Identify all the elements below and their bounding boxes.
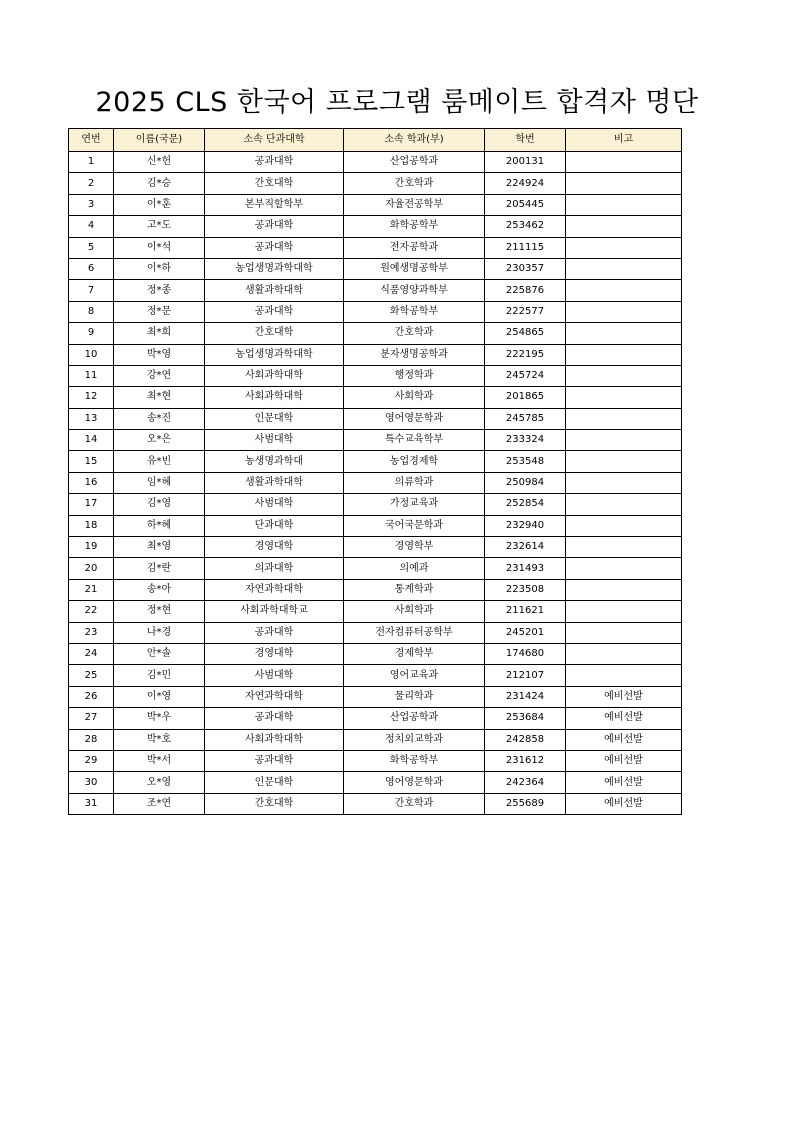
cell-note xyxy=(566,515,682,536)
cell-note xyxy=(566,579,682,600)
cell-college: 사회과학대학 xyxy=(205,729,344,750)
cell-note xyxy=(566,173,682,194)
cell-no: 11 xyxy=(69,365,114,386)
cell-note xyxy=(566,430,682,451)
cell-no: 31 xyxy=(69,793,114,814)
cell-name: 김*영 xyxy=(114,494,205,515)
cell-name: 박*호 xyxy=(114,729,205,750)
cell-name: 이*훈 xyxy=(114,194,205,215)
cell-note: 예비선발 xyxy=(566,729,682,750)
cell-dept: 의류학과 xyxy=(344,472,485,493)
cell-no: 3 xyxy=(69,194,114,215)
cell-name: 최*영 xyxy=(114,537,205,558)
roster-table xyxy=(68,128,682,815)
cell-student-id: 252854 xyxy=(485,494,566,515)
cell-dept: 산업공학과 xyxy=(344,708,485,729)
cell-dept: 산업공학과 xyxy=(344,152,485,173)
column-header-college: 소속 단과대학 xyxy=(205,129,344,152)
cell-name: 김*란 xyxy=(114,558,205,579)
cell-name: 신*헌 xyxy=(114,152,205,173)
cell-note xyxy=(566,558,682,579)
table-row xyxy=(69,515,682,536)
cell-student-id: 245785 xyxy=(485,408,566,429)
cell-college: 인문대학 xyxy=(205,772,344,793)
cell-dept: 통계학과 xyxy=(344,579,485,600)
cell-name: 이*석 xyxy=(114,237,205,258)
cell-college: 공과대학 xyxy=(205,622,344,643)
cell-name: 박*영 xyxy=(114,344,205,365)
cell-no: 1 xyxy=(69,152,114,173)
cell-student-id: 253462 xyxy=(485,216,566,237)
table-row xyxy=(69,430,682,451)
cell-no: 23 xyxy=(69,622,114,643)
cell-college: 사회과학대학교 xyxy=(205,601,344,622)
table-row xyxy=(69,194,682,215)
table-row xyxy=(69,665,682,686)
cell-name: 박*서 xyxy=(114,750,205,771)
column-header-no: 연번 xyxy=(69,129,114,152)
cell-name: 강*연 xyxy=(114,365,205,386)
cell-dept: 특수교육학부 xyxy=(344,430,485,451)
cell-note: 예비선발 xyxy=(566,793,682,814)
cell-college: 사회과학대학 xyxy=(205,387,344,408)
table-row xyxy=(69,494,682,515)
cell-no: 12 xyxy=(69,387,114,408)
table-row xyxy=(69,579,682,600)
cell-name: 송*진 xyxy=(114,408,205,429)
cell-name: 최*현 xyxy=(114,387,205,408)
cell-name: 오*은 xyxy=(114,430,205,451)
cell-student-id: 254865 xyxy=(485,323,566,344)
cell-college: 공과대학 xyxy=(205,216,344,237)
cell-no: 8 xyxy=(69,301,114,322)
cell-no: 2 xyxy=(69,173,114,194)
cell-dept: 전자공학과 xyxy=(344,237,485,258)
cell-college: 단과대학 xyxy=(205,515,344,536)
cell-college: 공과대학 xyxy=(205,301,344,322)
cell-dept: 간호학과 xyxy=(344,793,485,814)
cell-dept: 사회학과 xyxy=(344,601,485,622)
cell-student-id: 223508 xyxy=(485,579,566,600)
cell-dept: 국어국문학과 xyxy=(344,515,485,536)
cell-student-id: 205445 xyxy=(485,194,566,215)
table-row xyxy=(69,622,682,643)
cell-note xyxy=(566,280,682,301)
cell-student-id: 200131 xyxy=(485,152,566,173)
cell-dept: 정치외교학과 xyxy=(344,729,485,750)
cell-dept: 화학공학부 xyxy=(344,750,485,771)
cell-dept: 경영학부 xyxy=(344,537,485,558)
table-body xyxy=(69,152,682,815)
cell-student-id: 224924 xyxy=(485,173,566,194)
cell-student-id: 253684 xyxy=(485,708,566,729)
cell-note xyxy=(566,152,682,173)
cell-no: 30 xyxy=(69,772,114,793)
cell-student-id: 211621 xyxy=(485,601,566,622)
cell-student-id: 231424 xyxy=(485,686,566,707)
cell-student-id: 245201 xyxy=(485,622,566,643)
table-row xyxy=(69,729,682,750)
table-row xyxy=(69,643,682,664)
cell-no: 21 xyxy=(69,579,114,600)
table-row xyxy=(69,323,682,344)
cell-note xyxy=(566,622,682,643)
cell-note xyxy=(566,665,682,686)
cell-name: 유*빈 xyxy=(114,451,205,472)
table-row xyxy=(69,237,682,258)
cell-college: 사범대학 xyxy=(205,494,344,515)
cell-dept: 영어영문학과 xyxy=(344,408,485,429)
cell-college: 농업생명과학대학 xyxy=(205,258,344,279)
table-row xyxy=(69,152,682,173)
cell-no: 4 xyxy=(69,216,114,237)
table-row xyxy=(69,216,682,237)
cell-no: 18 xyxy=(69,515,114,536)
cell-college: 공과대학 xyxy=(205,237,344,258)
cell-name: 안*솔 xyxy=(114,643,205,664)
cell-college: 공과대학 xyxy=(205,708,344,729)
cell-college: 생활과학대학 xyxy=(205,472,344,493)
cell-college: 사범대학 xyxy=(205,665,344,686)
table-row xyxy=(69,686,682,707)
cell-note xyxy=(566,408,682,429)
cell-college: 농생명과학대 xyxy=(205,451,344,472)
cell-no: 27 xyxy=(69,708,114,729)
cell-dept: 물리학과 xyxy=(344,686,485,707)
table-row xyxy=(69,408,682,429)
cell-note xyxy=(566,323,682,344)
cell-dept: 영어교육과 xyxy=(344,665,485,686)
table-row xyxy=(69,793,682,814)
cell-no: 20 xyxy=(69,558,114,579)
cell-dept: 식품영양과학부 xyxy=(344,280,485,301)
cell-name: 박*우 xyxy=(114,708,205,729)
cell-no: 9 xyxy=(69,323,114,344)
cell-no: 16 xyxy=(69,472,114,493)
cell-note xyxy=(566,472,682,493)
cell-dept: 전자컴퓨터공학부 xyxy=(344,622,485,643)
cell-name: 하*혜 xyxy=(114,515,205,536)
cell-name: 정*종 xyxy=(114,280,205,301)
table-header xyxy=(69,129,682,152)
cell-note xyxy=(566,216,682,237)
cell-note: 예비선발 xyxy=(566,750,682,771)
cell-name: 김*승 xyxy=(114,173,205,194)
cell-student-id: 222577 xyxy=(485,301,566,322)
cell-name: 나*경 xyxy=(114,622,205,643)
cell-dept: 화학공학부 xyxy=(344,216,485,237)
cell-no: 17 xyxy=(69,494,114,515)
cell-college: 간호대학 xyxy=(205,323,344,344)
cell-student-id: 242858 xyxy=(485,729,566,750)
cell-no: 29 xyxy=(69,750,114,771)
table-row xyxy=(69,750,682,771)
cell-note xyxy=(566,301,682,322)
cell-student-id: 225876 xyxy=(485,280,566,301)
table-row xyxy=(69,280,682,301)
cell-college: 공과대학 xyxy=(205,152,344,173)
cell-dept: 원예생명공학부 xyxy=(344,258,485,279)
header-row xyxy=(69,129,682,152)
cell-name: 송*아 xyxy=(114,579,205,600)
cell-college: 농업생명과학대학 xyxy=(205,344,344,365)
cell-no: 25 xyxy=(69,665,114,686)
cell-college: 경영대학 xyxy=(205,537,344,558)
cell-dept: 가정교육과 xyxy=(344,494,485,515)
cell-note xyxy=(566,387,682,408)
cell-college: 간호대학 xyxy=(205,793,344,814)
cell-no: 22 xyxy=(69,601,114,622)
cell-dept: 분자생명공학과 xyxy=(344,344,485,365)
cell-name: 임*혜 xyxy=(114,472,205,493)
cell-name: 오*영 xyxy=(114,772,205,793)
table-row xyxy=(69,708,682,729)
cell-student-id: 231493 xyxy=(485,558,566,579)
cell-college: 본부직할학부 xyxy=(205,194,344,215)
cell-note xyxy=(566,365,682,386)
cell-note: 예비선발 xyxy=(566,708,682,729)
table-row xyxy=(69,451,682,472)
cell-dept: 행정학과 xyxy=(344,365,485,386)
table-row xyxy=(69,772,682,793)
cell-college: 자연과학대학 xyxy=(205,579,344,600)
cell-student-id: 255689 xyxy=(485,793,566,814)
cell-no: 19 xyxy=(69,537,114,558)
cell-student-id: 201865 xyxy=(485,387,566,408)
cell-note xyxy=(566,643,682,664)
cell-dept: 사회학과 xyxy=(344,387,485,408)
cell-note xyxy=(566,258,682,279)
cell-dept: 의예과 xyxy=(344,558,485,579)
cell-no: 24 xyxy=(69,643,114,664)
column-header-dept: 소속 학과(부) xyxy=(344,129,485,152)
cell-college: 사회과학대학 xyxy=(205,365,344,386)
cell-dept: 영어영문학과 xyxy=(344,772,485,793)
cell-dept: 자율전공학부 xyxy=(344,194,485,215)
cell-note xyxy=(566,344,682,365)
cell-note: 예비선발 xyxy=(566,686,682,707)
cell-college: 사범대학 xyxy=(205,430,344,451)
cell-student-id: 245724 xyxy=(485,365,566,386)
cell-college: 생활과학대학 xyxy=(205,280,344,301)
cell-name: 이*하 xyxy=(114,258,205,279)
table-row xyxy=(69,173,682,194)
cell-student-id: 212107 xyxy=(485,665,566,686)
cell-dept: 경제학부 xyxy=(344,643,485,664)
cell-no: 13 xyxy=(69,408,114,429)
table-row xyxy=(69,365,682,386)
cell-student-id: 211115 xyxy=(485,237,566,258)
cell-dept: 화학공학부 xyxy=(344,301,485,322)
page-title: 2025 CLS 한국어 프로그램 룸메이트 합격자 명단 xyxy=(95,87,699,118)
cell-student-id: 231612 xyxy=(485,750,566,771)
cell-name: 정*현 xyxy=(114,601,205,622)
cell-student-id: 242364 xyxy=(485,772,566,793)
cell-note xyxy=(566,194,682,215)
cell-note xyxy=(566,601,682,622)
column-header-note: 비고 xyxy=(566,129,682,152)
cell-college: 인문대학 xyxy=(205,408,344,429)
cell-college: 자연과학대학 xyxy=(205,686,344,707)
cell-name: 이*영 xyxy=(114,686,205,707)
cell-college: 의과대학 xyxy=(205,558,344,579)
cell-name: 김*민 xyxy=(114,665,205,686)
cell-college: 공과대학 xyxy=(205,750,344,771)
cell-no: 10 xyxy=(69,344,114,365)
cell-no: 26 xyxy=(69,686,114,707)
table-row xyxy=(69,387,682,408)
cell-no: 28 xyxy=(69,729,114,750)
table-row xyxy=(69,558,682,579)
cell-note xyxy=(566,237,682,258)
table-row xyxy=(69,344,682,365)
table-row xyxy=(69,301,682,322)
cell-no: 15 xyxy=(69,451,114,472)
table-row xyxy=(69,601,682,622)
cell-name: 조*연 xyxy=(114,793,205,814)
cell-note xyxy=(566,451,682,472)
cell-student-id: 232614 xyxy=(485,537,566,558)
table-row xyxy=(69,537,682,558)
table-row xyxy=(69,472,682,493)
cell-dept: 간호학과 xyxy=(344,323,485,344)
column-header-name: 이름(국문) xyxy=(114,129,205,152)
cell-student-id: 250984 xyxy=(485,472,566,493)
column-header-id: 학번 xyxy=(485,129,566,152)
cell-student-id: 233324 xyxy=(485,430,566,451)
cell-no: 6 xyxy=(69,258,114,279)
cell-name: 정*문 xyxy=(114,301,205,322)
cell-no: 5 xyxy=(69,237,114,258)
cell-note xyxy=(566,494,682,515)
cell-no: 14 xyxy=(69,430,114,451)
table-row xyxy=(69,258,682,279)
cell-student-id: 174680 xyxy=(485,643,566,664)
cell-note xyxy=(566,537,682,558)
cell-student-id: 230357 xyxy=(485,258,566,279)
cell-no: 7 xyxy=(69,280,114,301)
cell-student-id: 232940 xyxy=(485,515,566,536)
cell-college: 경영대학 xyxy=(205,643,344,664)
cell-note: 예비선발 xyxy=(566,772,682,793)
cell-student-id: 222195 xyxy=(485,344,566,365)
cell-dept: 간호학과 xyxy=(344,173,485,194)
cell-dept: 농업경제학 xyxy=(344,451,485,472)
cell-college: 간호대학 xyxy=(205,173,344,194)
cell-student-id: 253548 xyxy=(485,451,566,472)
cell-name: 최*희 xyxy=(114,323,205,344)
cell-name: 고*도 xyxy=(114,216,205,237)
